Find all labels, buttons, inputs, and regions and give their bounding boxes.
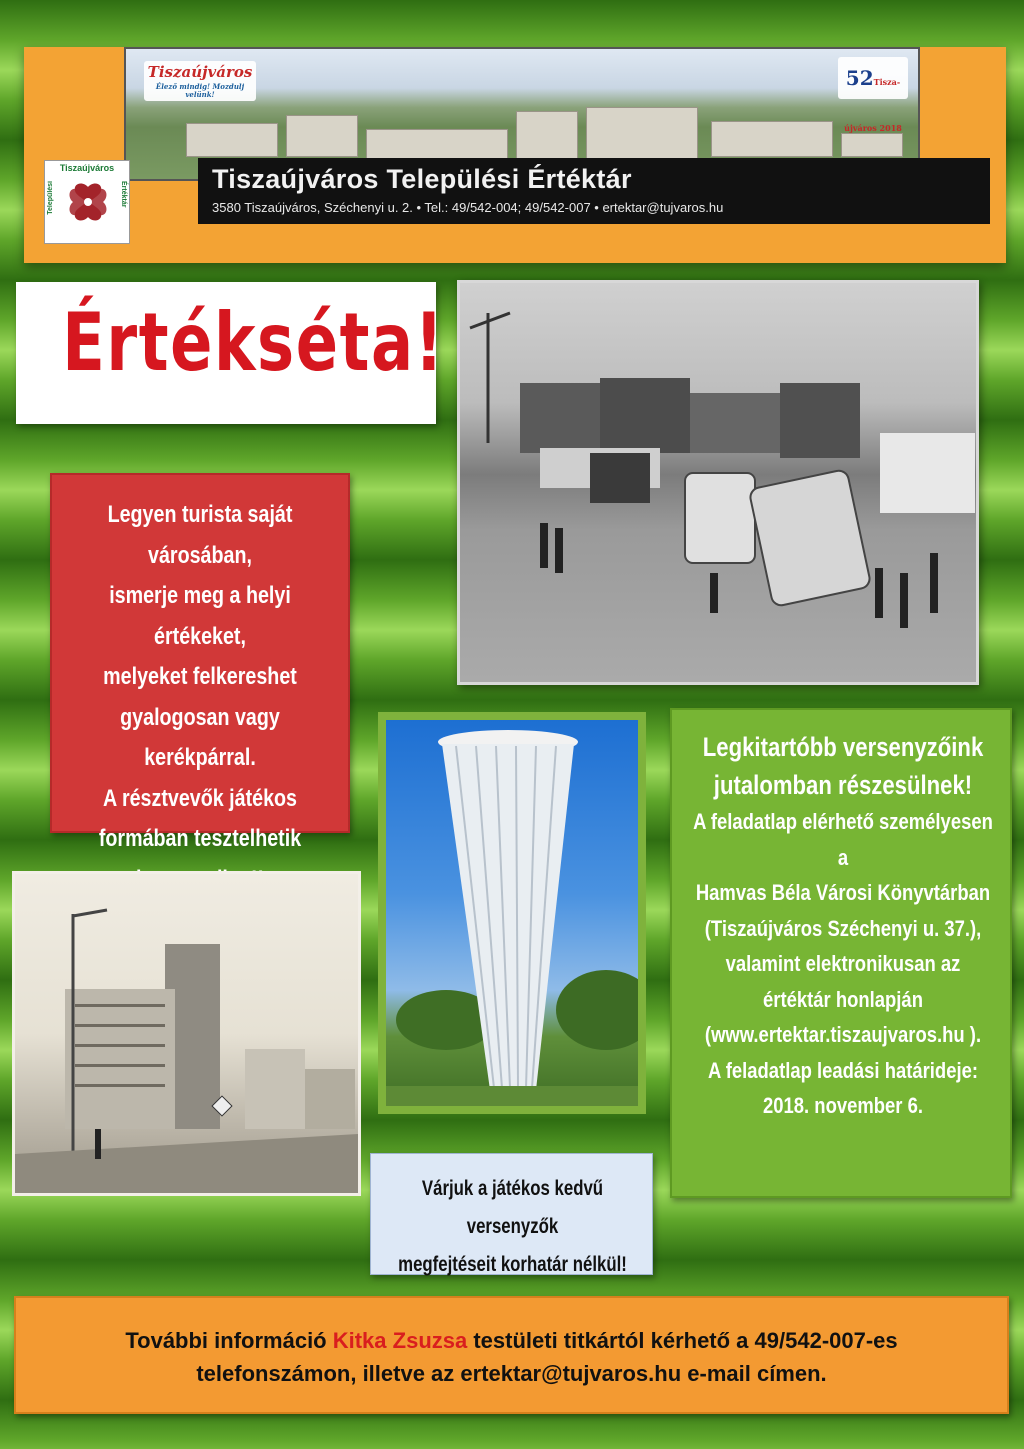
water-tower-photo [378, 712, 646, 1114]
contact-person-name: Kitka Zsuzsa [332, 1328, 468, 1353]
prize-heading-line: jutalomban részesülnek! [713, 770, 973, 800]
participants-text [391, 1170, 633, 1284]
footer-email-line: telefonszámon, illetve az ertektar@tujvaros.hu e-mail címen. [196, 1361, 827, 1386]
emblem-title: Tiszaújváros [59, 163, 115, 173]
text-line: Várjuk a játékos kedvű versenyzők [421, 1177, 604, 1238]
text-line: Legyen turista saját városában, [107, 501, 293, 569]
contact-footer [14, 1296, 1009, 1414]
text-line: melyeket felkereshet [103, 663, 297, 690]
text-line: valamint elektronikusan az [725, 951, 961, 976]
header-bar [24, 47, 1006, 263]
contact-info [16, 1324, 1007, 1390]
text-line: formában tesztelhetik [98, 825, 302, 852]
prize-info-box [670, 708, 1012, 1198]
text-line: Hamvas Béla Városi Könyvtárban [695, 880, 991, 905]
text-line: ismerje meg a helyi értékeket, [109, 582, 291, 650]
invitation-text-box [50, 473, 350, 852]
ertektar-title-box [198, 158, 990, 224]
website-link-text: (www.ertektar.tiszaujvaros.hu ). [704, 1022, 982, 1047]
page-title: Tiszaújváros Települési Értéktár [212, 164, 632, 194]
text-line: (Tiszaújváros Széchenyi u. 37.), [704, 915, 982, 941]
text-line: A feladatlap elérhető személyesen a [693, 809, 993, 870]
historic-bus-station-photo [457, 280, 979, 685]
historic-building-street-photo [12, 871, 361, 1196]
emblem-side-left: Települési [47, 181, 54, 215]
contact-address: 3580 Tiszaújváros, Széchenyi u. 2. • Tel.: 49/542-004; 49/542-007 • ertektar@tujvaros.hu [212, 200, 724, 215]
deadline-date: 2018. november 6. [762, 1093, 923, 1118]
invitation-text [79, 495, 322, 900]
footer-text: További információ [125, 1328, 333, 1353]
text-line: A résztvevők játékos [102, 784, 297, 812]
text-line: megfejtéseit korhatár nélkül! [398, 1253, 627, 1276]
ertekseta-sign [16, 282, 445, 424]
prize-info-text [690, 728, 997, 1124]
participants-callout [370, 1153, 653, 1275]
heart-ornament-icon [65, 179, 111, 225]
text-line: A feladatlap leadási határideje: [707, 1057, 979, 1083]
ertektar-emblem [44, 160, 130, 244]
text-line: gyalogosan vagy kerékpárral. [120, 703, 280, 771]
tiszaujvaros-logo: Tiszaújváros Élező mindig! Mozdulj velünk! [144, 61, 256, 101]
emblem-side-right: Értéktár [120, 181, 127, 208]
sign-title: Értékséta! [62, 296, 445, 389]
footer-text: testületi titkártól kérhető a 49/542-007-es [467, 1328, 898, 1353]
text-line: értéktár honlapján [763, 986, 923, 1012]
prize-heading-line: Legkitartóbb versenyzőink [702, 732, 984, 762]
anniversary-logo: 52Tisza-újváros 2018 [838, 57, 908, 99]
